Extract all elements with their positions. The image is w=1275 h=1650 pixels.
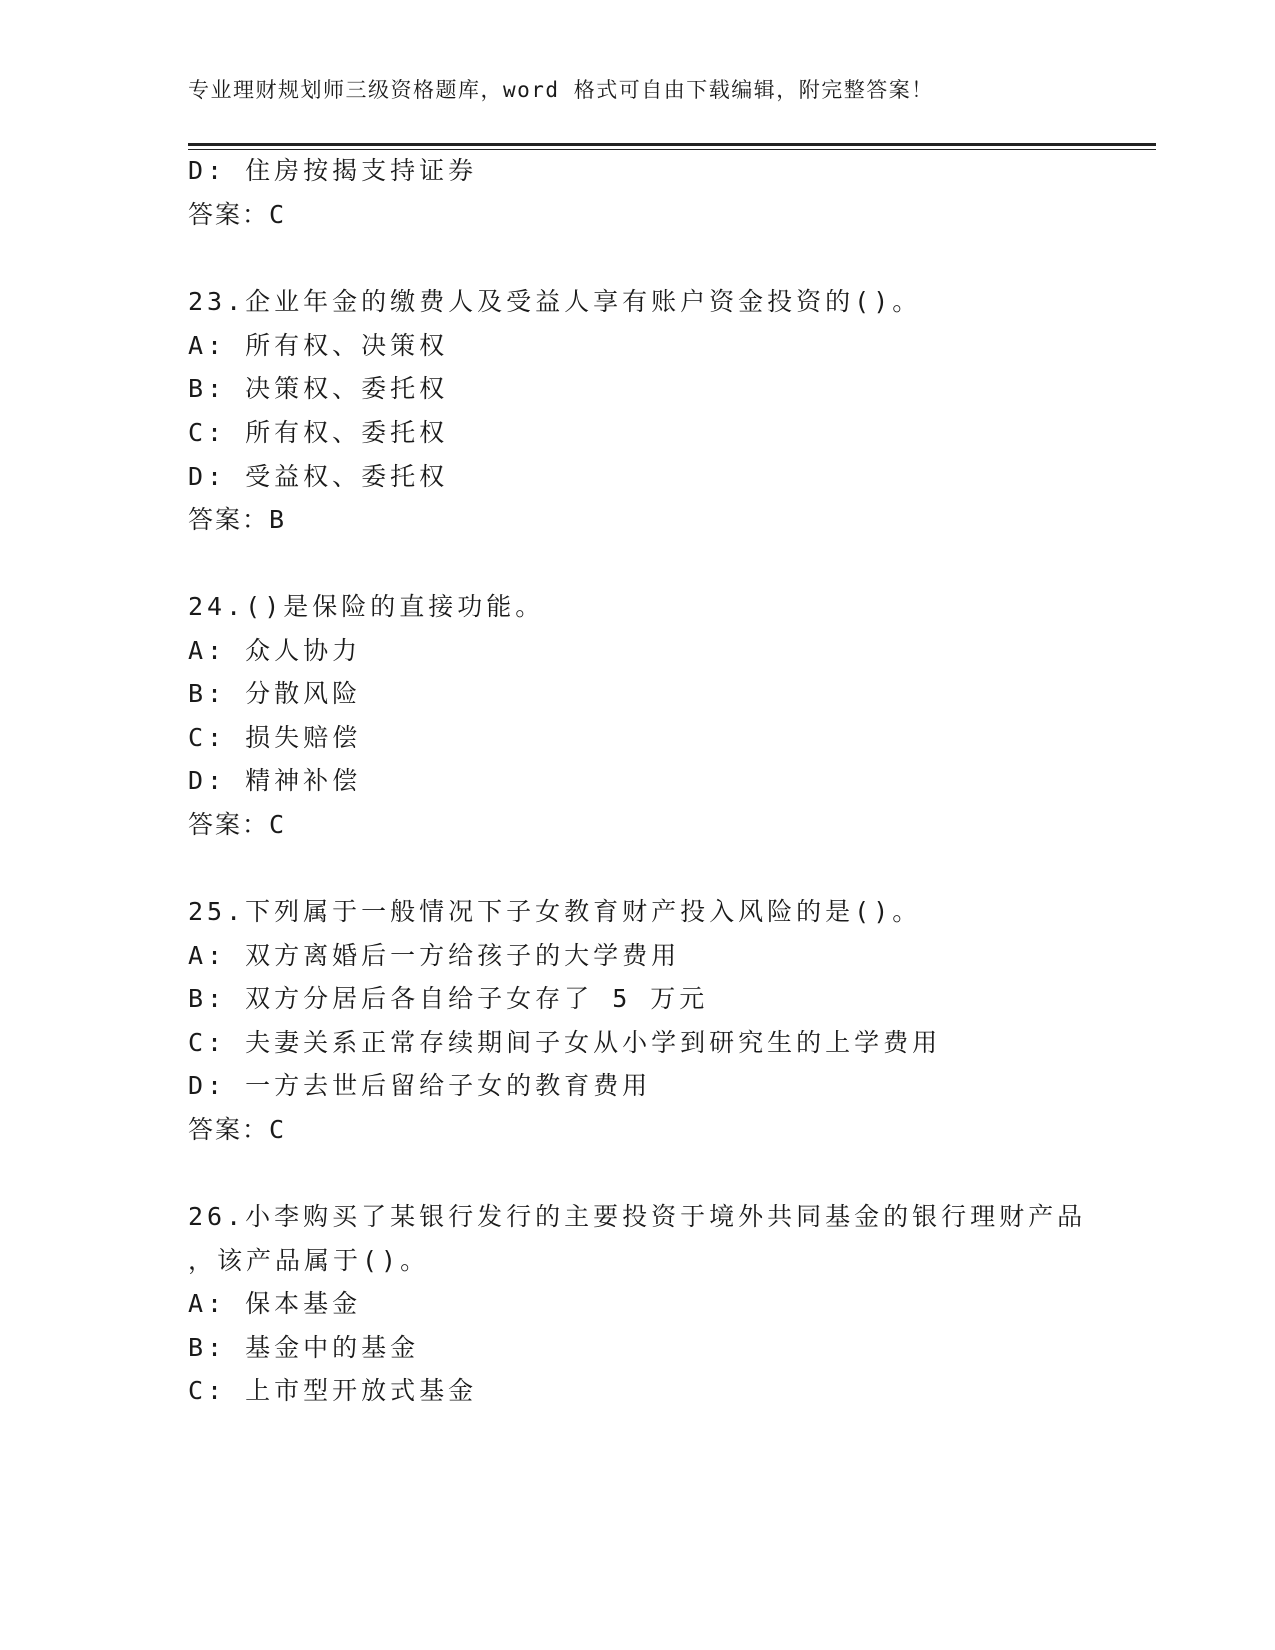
answer-line	[188, 810, 284, 840]
option-text: C: 所有权、委托权	[188, 418, 449, 447]
answer-label: 答案：	[188, 810, 270, 839]
option-text: A: 保本基金	[188, 1289, 362, 1318]
option-text: B: 双方分居后各自给子女存了 5 万元	[188, 984, 709, 1013]
option-text: B: 分散风险	[188, 679, 362, 708]
option-text: C: 损失赔偿	[188, 723, 362, 752]
answer-value: C	[269, 1115, 285, 1144]
header-divider-thin	[188, 149, 1156, 150]
option-text: A: 众人协力	[188, 636, 362, 665]
header-divider	[188, 143, 1156, 146]
option-text: D: 一方去世后留给子女的教育费用	[188, 1071, 652, 1100]
answer-value: C	[269, 810, 285, 839]
answer-label: 答案：	[188, 1115, 270, 1144]
question-text: 25.下列属于一般情况下子女教育财产投入风险的是()。	[188, 897, 922, 926]
answer-line	[188, 505, 284, 535]
question-text-continued: ，该产品属于()。	[188, 1246, 430, 1275]
answer-value: B	[269, 505, 285, 534]
question-text: 26.小李购买了某银行发行的主要投资于境外共同基金的银行理财产品	[188, 1202, 1087, 1231]
answer-line	[188, 200, 284, 230]
option-text: C: 上市型开放式基金	[188, 1376, 478, 1405]
option-text: B: 基金中的基金	[188, 1333, 420, 1362]
option-text: A: 所有权、决策权	[188, 331, 449, 360]
option-text: B: 决策权、委托权	[188, 374, 449, 403]
answer-label: 答案：	[188, 200, 270, 229]
answer-line	[188, 1115, 284, 1145]
option-text: D: 精神补偿	[188, 766, 362, 795]
page-header: 专业理财规划师三级资格题库，word 格式可自由下载编辑，附完整答案！	[188, 78, 934, 102]
question-text: 24.()是保险的直接功能。	[188, 592, 545, 621]
answer-value: C	[269, 200, 285, 229]
option-text: D: 住房按揭支持证券	[188, 156, 478, 185]
answer-label: 答案：	[188, 505, 270, 534]
option-text: A: 双方离婚后一方给孩子的大学费用	[188, 941, 681, 970]
option-text: C: 夫妻关系正常存续期间子女从小学到研究生的上学费用	[188, 1028, 942, 1057]
option-text: D: 受益权、委托权	[188, 462, 449, 491]
question-text: 23.企业年金的缴费人及受益人享有账户资金投资的()。	[188, 287, 922, 316]
